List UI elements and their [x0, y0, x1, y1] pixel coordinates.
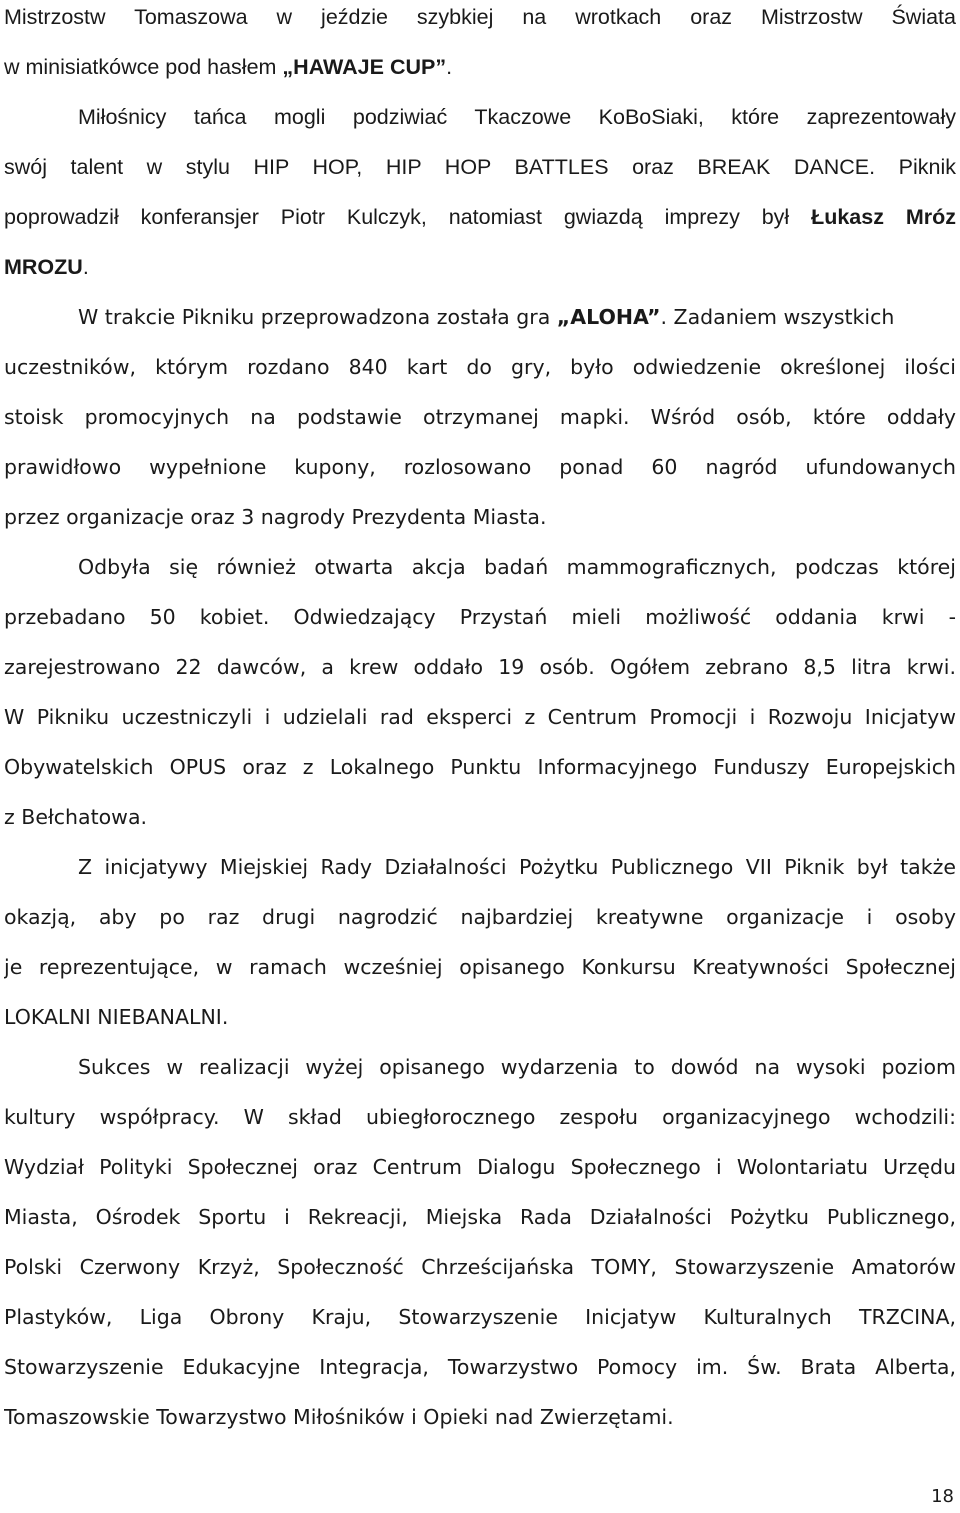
text-line: Mistrzostw Tomaszowa w jeździe szybkiej na wrotkach oraz Mistrzostw Świata	[4, 5, 956, 29]
text-line: przebadano 50 kobiet. Odwiedzający Przystań mieli możliwość oddania krwi -	[4, 605, 956, 629]
text-line: Stowarzyszenie Edukacyjne Integracja, Towarzystwo Pomocy im. Św. Brata Alberta,	[4, 1355, 956, 1379]
text-line: LOKALNI NIEBANALNI.	[4, 1005, 229, 1029]
text-line: z Bełchatowa.	[4, 805, 148, 829]
text-span: .	[82, 255, 89, 279]
text-line: przez organizacje oraz 3 nagrody Prezydenta Miasta.	[4, 505, 547, 529]
text-line: stoisk promocyjnych na podstawie otrzymanej mapki. Wśród osób, które oddały	[4, 405, 956, 429]
text-line: okazją, aby po raz drugi nagrodzić najbardziej kreatywne organizacje i osoby	[4, 905, 956, 929]
text-line: Tomaszowskie Towarzystwo Miłośników i Opieki nad Zwierzętami.	[4, 1405, 674, 1429]
text-span: poprowadził konferansjer Piotr Kulczyk, natomiast gwiazdą imprezy był	[4, 205, 812, 229]
text-span: W trakcie Pikniku przeprowadzona została gra	[78, 305, 557, 329]
text-line: uczestników, którym rozdano 840 kart do gry, było odwiedzenie określonej ilości	[4, 355, 956, 379]
star-alias: MROZU	[4, 255, 83, 279]
text-line: Z inicjatywy Miejskiej Rady Działalności Pożytku Publicznego VII Piknik był także	[78, 855, 956, 879]
text-span: w minisiatkówce pod hasłem	[4, 55, 283, 79]
page-number: 18	[931, 1486, 954, 1507]
text-line: Sukces w realizacji wyżej opisanego wydarzenia to dowód na wysoki poziom	[78, 1055, 956, 1079]
text-line: swój talent w stylu HIP HOP, HIP HOP BATTLES oraz BREAK DANCE. Piknik	[4, 155, 956, 179]
text-line: Obywatelskich OPUS oraz z Lokalnego Punktu Informacyjnego Funduszy Europejskich	[4, 755, 956, 779]
text-line: Odbyła się również otwarta akcja badań mammograficznych, podczas której	[78, 555, 956, 579]
text-line	[4, 247, 956, 287]
text-line: je reprezentujące, w ramach wcześniej opisanego Konkursu Kreatywności Społecznej	[4, 955, 956, 979]
text-line: zarejestrowano 22 dawców, a krew oddało 19 osób. Ogółem zebrano 8,5 litra krwi.	[4, 655, 956, 679]
text-line	[4, 297, 956, 337]
text-span: .	[446, 55, 453, 79]
text-line: kultury współpracy. W skład ubiegłorocznego zespołu organizacyjnego wchodzili:	[4, 1105, 956, 1129]
text-line	[4, 47, 956, 87]
star-name: Łukasz Mróz	[811, 205, 956, 229]
text-line: Polski Czerwony Krzyż, Społeczność Chrześcijańska TOMY, Stowarzyszenie Amatorów	[4, 1255, 956, 1279]
text-line: Wydział Polityki Społecznej oraz Centrum Dialogu Społecznego i Wolontariatu Urzędu	[4, 1155, 956, 1179]
text-span: . Zadaniem wszystkich	[660, 305, 895, 329]
text-line: prawidłowo wypełnione kupony, rozlosowano ponad 60 nagród ufundowanych	[4, 455, 956, 479]
event-name: „HAWAJE CUP”	[282, 55, 447, 79]
text-line: Miłośnicy tańca mogli podziwiać Tkaczowe KoBoSiaki, które zaprezentowały	[78, 105, 956, 129]
text-line	[4, 197, 956, 237]
text-line: Plastyków, Liga Obrony Kraju, Stowarzyszenie Inicjatyw Kulturalnych TRZCINA,	[4, 1305, 956, 1329]
game-name: „ALOHA”	[556, 305, 661, 329]
text-line: W Pikniku uczestniczyli i udzielali rad eksperci z Centrum Promocji i Rozwoju Inicjatyw	[4, 705, 956, 729]
text-line: Miasta, Ośrodek Sportu i Rekreacji, Miejska Rada Działalności Pożytku Publicznego,	[4, 1205, 956, 1229]
